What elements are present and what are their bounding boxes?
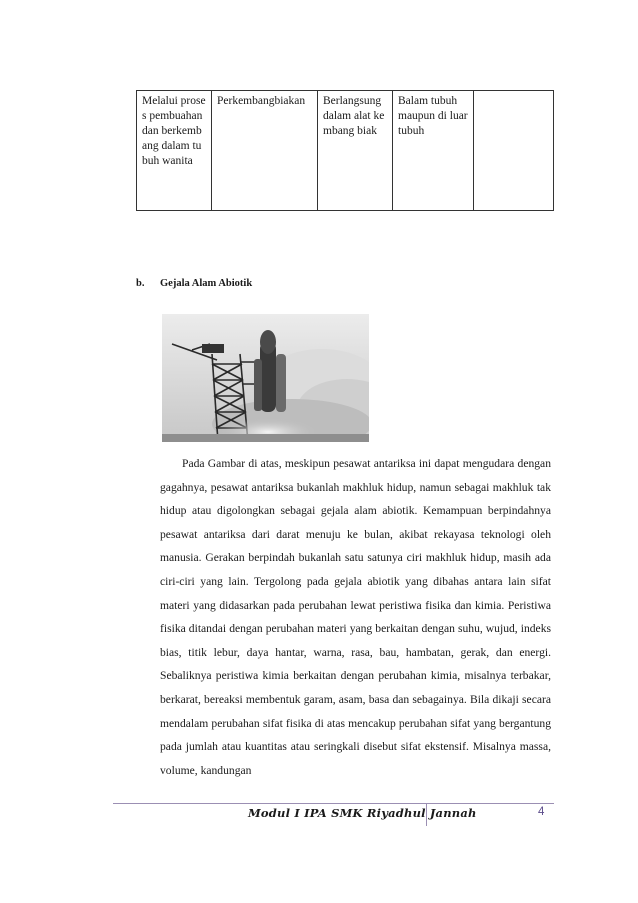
- table-cell: Melalui proses pembuahan dan berkembang dalam tubuh wanita: [137, 91, 212, 211]
- table-row: [137, 91, 554, 211]
- section-heading: [136, 278, 252, 289]
- section-letter: b.: [136, 278, 145, 289]
- footer-module-title: Modul I IPA SMK Riyadhul Jannah: [248, 806, 477, 820]
- comparison-table: [136, 90, 554, 211]
- body-paragraph: [160, 452, 551, 782]
- launch-tower-image: [162, 314, 369, 442]
- table-cell: Perkembangbiakan: [212, 91, 318, 211]
- page-number: 4: [538, 806, 545, 818]
- section-title: Gejala Alam Abiotik: [160, 278, 253, 289]
- paragraph-text: Pada Gambar di atas, meskipun pesawat antariksa ini dapat mengudara dengan gagahnya, pesawat antariksa bukanlah makhluk hidup, namun sebagai makhluk tak hidup atau digolongkan sebagai gejala alam abiotik. Kemampuan berpindahnya pesawat antariksa dari darat menuju ke bulan, akibat rekayasa teknologi oleh manusia. Gerakan berpindah bukanlah satu satunya ciri makhluk hidup, masih ada ciri-ciri yang lain. Tergolong pada gejala abiotik yang dibahas antara lain sifat materi yang didasarkan pada perubahan lewat peristiwa fisika dan kimia. Peristiwa fisika ditandai dengan perubahan materi yang berkaitan dengan suhu, wujud, indeks bias, titik lebur, daya hantar, warna, rasa, bau, hambatan, gerak, dan energi. Sebaliknya peristiwa kimia berkaitan dengan perubahan kimia, misalnya terbakar, berkarat, bereaksi membentuk garam, asam, basa dan sebagainya. Bila dikaji secara mendalam perubahan sifat fisika di atas mencakup perubahan sifat yang bergantung pada jumlah atau kuantitas atau seringkali disebut sifat ekstensif. Misalnya massa, volume, kandungan: [160, 457, 551, 777]
- space-shuttle-launch-photo: [162, 314, 369, 442]
- table-cell: [474, 91, 554, 211]
- table-cell: Berlangsung dalam alat kembang biak: [318, 91, 393, 211]
- table-cell: Balam tubuh maupun di luar tubuh: [393, 91, 474, 211]
